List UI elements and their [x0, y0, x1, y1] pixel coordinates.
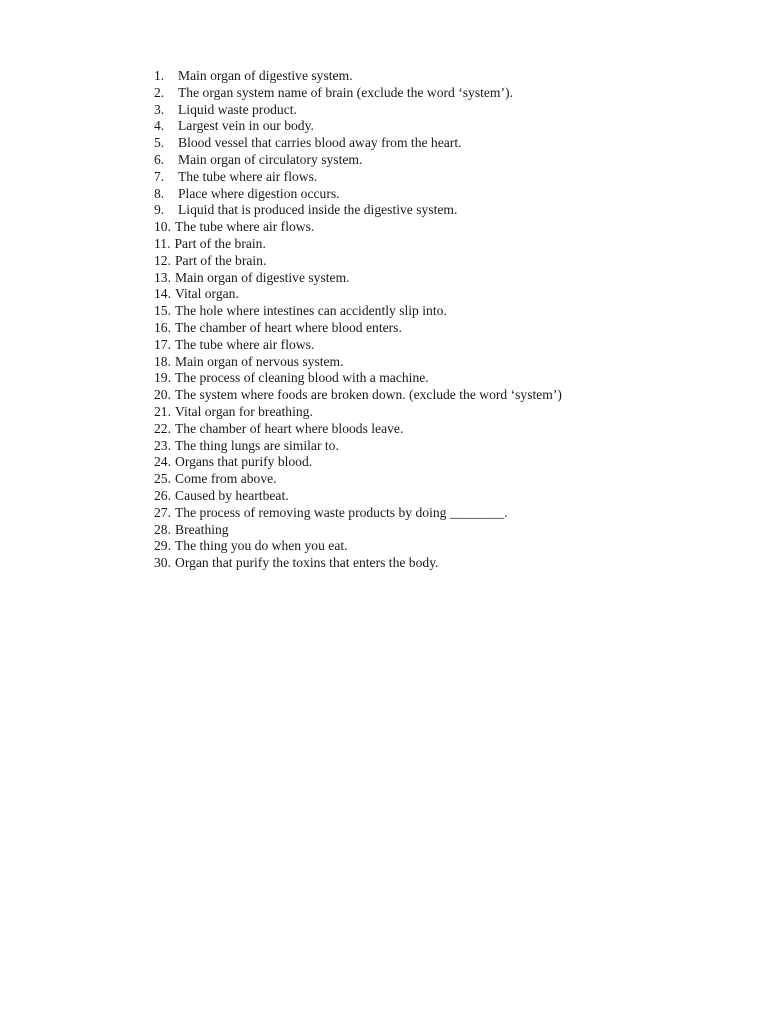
clue-text: Liquid waste product. [178, 101, 297, 117]
clue-item [154, 555, 754, 572]
clue-text: Largest vein in our body. [178, 118, 314, 134]
clue-item [154, 219, 754, 236]
clue-item [154, 387, 754, 404]
clue-text: The system where foods are broken down. (exclude the word ‘system’) [175, 387, 562, 403]
clue-number: 20. [154, 387, 171, 403]
clue-text: The tube where air flows. [178, 168, 318, 184]
clue-number: 27. [154, 504, 171, 520]
clue-text: The chamber of heart where blood enters. [175, 319, 402, 335]
clue-item [154, 370, 754, 387]
clue-item [154, 253, 754, 270]
clue-text: Part of the brain. [174, 235, 266, 251]
clue-item [154, 186, 754, 203]
clue-number: 7. [154, 168, 165, 184]
clue-number: 22. [154, 420, 171, 436]
clue-number: 21. [154, 403, 171, 419]
clue-number: 16. [154, 319, 171, 335]
clue-text: Main organ of circulatory system. [178, 151, 363, 167]
clue-text: Organ that purify the toxins that enters the body. [175, 555, 439, 571]
clue-number: 30. [154, 555, 171, 571]
clue-text: The tube where air flows. [175, 336, 315, 352]
clue-item [154, 454, 754, 471]
clue-number: 6. [154, 151, 165, 167]
clue-text: The process of removing waste products by doing ________. [175, 504, 508, 520]
clue-item [154, 286, 754, 303]
clue-text: Vital organ for breathing. [175, 403, 313, 419]
clue-text: Liquid that is produced inside the digestive system. [178, 202, 458, 218]
clue-text: The thing lungs are similar to. [175, 437, 339, 453]
clue-number: 23. [154, 437, 171, 453]
clue-number: 28. [154, 521, 171, 537]
clue-item [154, 438, 754, 455]
clue-text: Part of the brain. [175, 252, 267, 268]
clue-number: 2. [154, 84, 165, 100]
clue-text: Organs that purify blood. [175, 454, 313, 470]
clue-text: The thing you do when you eat. [175, 538, 348, 554]
clue-number: 11. [154, 235, 171, 251]
clue-item [154, 354, 754, 371]
clue-number: 15. [154, 303, 171, 319]
clue-number: 24. [154, 454, 171, 470]
clue-item [154, 320, 754, 337]
clue-item [154, 522, 754, 539]
clue-item [154, 68, 754, 85]
clue-item [154, 488, 754, 505]
clue-item [154, 471, 754, 488]
clue-number: 3. [154, 101, 165, 117]
clue-item [154, 118, 754, 135]
clue-item [154, 404, 754, 421]
clue-item [154, 505, 754, 522]
clue-number: 26. [154, 487, 171, 503]
clue-number: 14. [154, 286, 171, 302]
clue-text: The process of cleaning blood with a machine. [175, 370, 429, 386]
clue-number: 12. [154, 252, 171, 268]
clue-item [154, 303, 754, 320]
clue-number: 17. [154, 336, 171, 352]
clue-item [154, 202, 754, 219]
clue-number: 9. [154, 202, 165, 218]
clue-item [154, 152, 754, 169]
clue-text: The chamber of heart where bloods leave. [175, 420, 404, 436]
clue-text: Caused by heartbeat. [175, 487, 289, 503]
clue-text: Main organ of digestive system. [178, 68, 353, 83]
clue-item [154, 421, 754, 438]
clue-text: Breathing [175, 521, 229, 537]
clue-text: Main organ of nervous system. [175, 353, 344, 369]
clue-number: 5. [154, 135, 165, 151]
clue-text: Come from above. [175, 471, 277, 487]
clue-number: 8. [154, 185, 165, 201]
clue-number: 25. [154, 471, 171, 487]
clue-text: Vital organ. [175, 286, 239, 302]
clue-number: 4. [154, 118, 165, 134]
clue-item [154, 538, 754, 555]
clue-item [154, 85, 754, 102]
clue-number: 1. [154, 68, 165, 83]
clue-text: Main organ of digestive system. [175, 269, 350, 285]
clue-number: 13. [154, 269, 171, 285]
clue-text: The hole where intestines can accidently slip into. [175, 303, 447, 319]
clue-number: 10. [154, 219, 171, 235]
clue-number: 19. [154, 370, 171, 386]
clue-text: The tube where air flows. [175, 219, 315, 235]
clue-number: 18. [154, 353, 171, 369]
clue-text: Blood vessel that carries blood away from the heart. [178, 135, 462, 151]
clue-text: Place where digestion occurs. [178, 185, 340, 201]
clue-item [154, 169, 754, 186]
clue-number: 29. [154, 538, 171, 554]
clue-item [154, 337, 754, 354]
clue-item [154, 135, 754, 152]
clue-text: The organ system name of brain (exclude the word ‘system’). [178, 84, 513, 100]
clue-list [154, 68, 754, 572]
clue-item [154, 236, 754, 253]
clue-item [154, 102, 754, 119]
clue-item [154, 270, 754, 287]
